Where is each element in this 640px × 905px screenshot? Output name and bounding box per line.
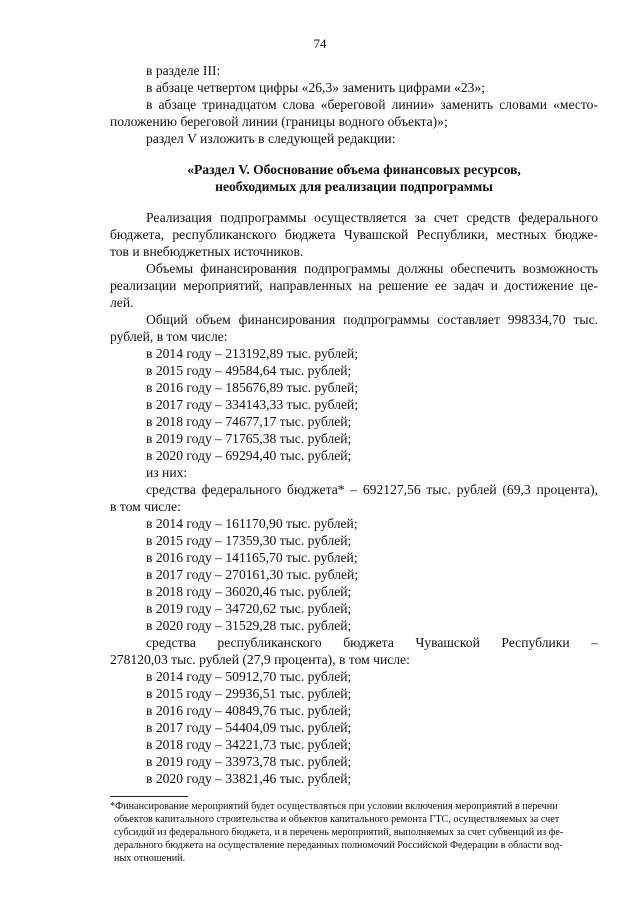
republic-intro-line: 278120,03 тыс. рублей (27,9 процента), в том числе: <box>110 652 410 667</box>
federal-year-item: в 2016 году – 141165,70 тыс. рублей; <box>146 550 358 565</box>
total-year-item: в 2015 году – 49584,64 тыс. рублей; <box>146 363 352 378</box>
republic-year-item: в 2015 году – 29936,51 тыс. рублей; <box>146 686 352 701</box>
footnote-line: *Финансирование мероприятий будет осуществляться при условии включения мероприятий в перечни <box>110 801 558 812</box>
republic-year-item: в 2020 году – 33821,46 тыс. рублей; <box>146 771 352 786</box>
federal-year-item: в 2020 году – 31529,28 тыс. рублей; <box>146 618 352 633</box>
paragraph-line: рублей, в том числе: <box>110 329 228 344</box>
federal-year-item: в 2018 году – 36020,46 тыс. рублей; <box>146 584 352 599</box>
intro-line: положению береговой линии (границы водного объекта)»; <box>110 114 448 129</box>
republic-year-item: в 2014 году – 50912,70 тыс. рублей; <box>146 669 352 684</box>
federal-intro-line: средства федерального бюджета* – 692127,56 тыс. рублей (69,3 процента), <box>146 482 598 497</box>
republic-year-item: в 2016 году – 40849,76 тыс. рублей; <box>146 703 352 718</box>
of-them-label: из них: <box>146 465 188 480</box>
footnote-line: объектов капитального строительства и объектов капитального ремонта ГТС, осуществляемых за счет <box>114 814 560 825</box>
footnote-line: субсидий из федерального бюджета, и в перечень мероприятий, выполняемых за счет субвенций из фе- <box>114 827 564 838</box>
federal-year-item: в 2017 году – 270161,30 тыс. рублей; <box>146 567 359 582</box>
federal-intro-line: в том числе: <box>110 499 181 514</box>
footnote-line: дерального бюджета на осуществление переданных полномочий Российской Федерации в области вод- <box>114 840 563 851</box>
section-title: необходимых для реализации подпрограммы <box>215 179 493 194</box>
paragraph-line: бюджета, республиканского бюджета Чувашской Республики, местных бюдже- <box>110 227 598 242</box>
section-title: «Раздел V. Обоснование объема финансовых ресурсов, <box>187 162 521 177</box>
intro-line: в абзаце тринадцатом слова «береговой линии» заменить словами «место- <box>146 97 598 112</box>
republic-year-item: в 2018 году – 34221,73 тыс. рублей; <box>146 737 352 752</box>
paragraph-line: Реализация подпрограммы осуществляется за счет средств федерального <box>146 210 598 225</box>
document-body <box>110 62 598 865</box>
republic-year-item: в 2017 году – 54404,09 тыс. рублей; <box>146 720 352 735</box>
page-number: 74 <box>313 36 327 51</box>
total-year-item: в 2017 году – 334143,33 тыс. рублей; <box>146 397 359 412</box>
republic-intro-line: средства республиканского бюджета Чувашской Республики – <box>146 635 598 650</box>
republic-year-item: в 2019 году – 33973,78 тыс. рублей; <box>146 754 352 769</box>
paragraph-line: Объемы финансирования подпрограммы должны обеспечить возможность <box>146 261 598 276</box>
intro-line: в разделе III: <box>146 63 221 78</box>
total-year-item: в 2014 году – 213192,89 тыс. рублей; <box>146 346 359 361</box>
total-year-item: в 2018 году – 74677,17 тыс. рублей; <box>146 414 352 429</box>
total-year-item: в 2016 году – 185676,89 тыс. рублей; <box>146 380 359 395</box>
footnote <box>110 800 598 865</box>
paragraph-line: лей. <box>110 295 134 310</box>
federal-year-item: в 2019 году – 34720,62 тыс. рублей; <box>146 601 352 616</box>
federal-year-item: в 2015 году – 17359,30 тыс. рублей; <box>146 533 352 548</box>
intro-line: раздел V изложить в следующей редакции: <box>146 131 396 146</box>
intro-line: в абзаце четвертом цифры «26,3» заменить цифрами «23»; <box>146 80 486 95</box>
paragraph-line: тов и внебюджетных источников. <box>110 244 304 259</box>
paragraph-line: Общий объем финансирования подпрограммы составляет 998334,70 тыс. <box>146 312 598 327</box>
footnote-separator <box>110 796 188 797</box>
total-year-item: в 2019 году – 71765,38 тыс. рублей; <box>146 431 352 446</box>
total-year-item: в 2020 году – 69294,40 тыс. рублей; <box>146 448 352 463</box>
federal-year-item: в 2014 году – 161170,90 тыс. рублей; <box>146 516 358 531</box>
footnote-line: ных отношений. <box>114 853 186 864</box>
paragraph-line: реализации мероприятий, направленных на решение ее задач и достижение це- <box>110 278 598 293</box>
